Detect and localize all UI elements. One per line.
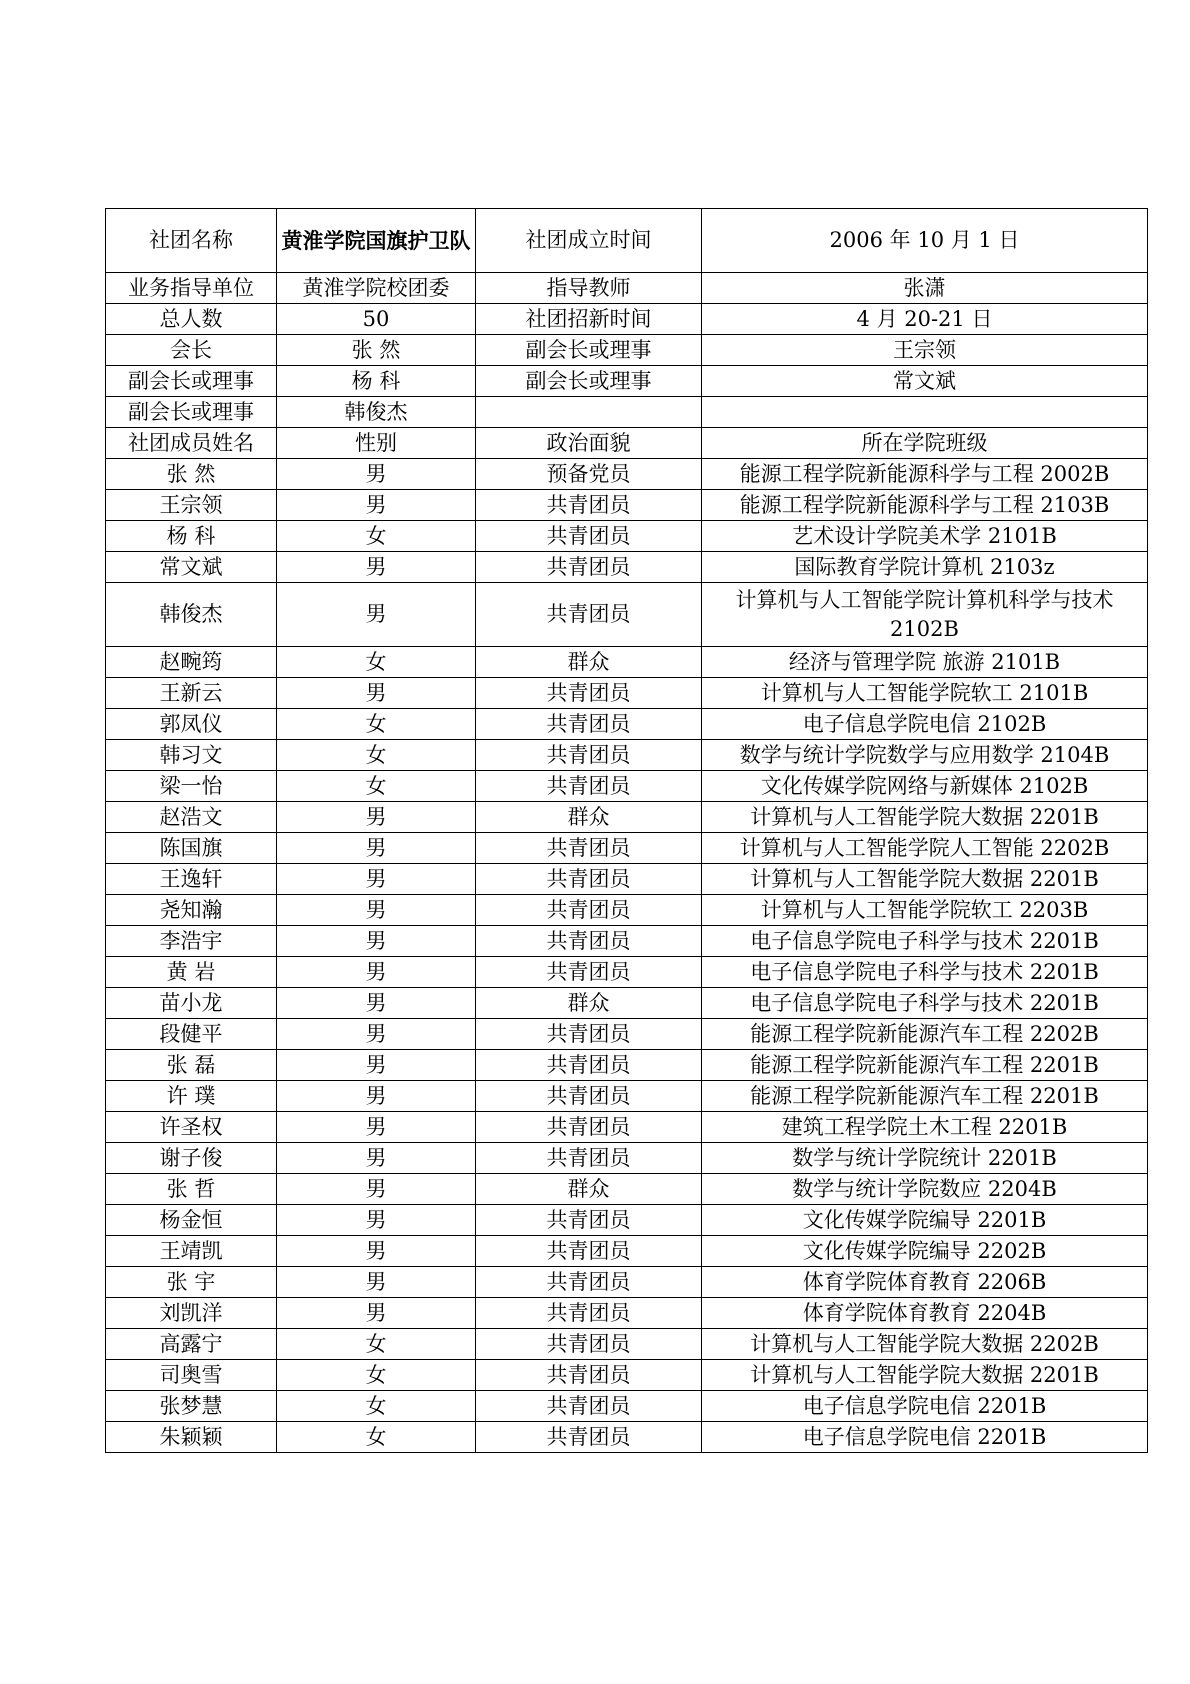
member-college-class: 体育学院体育教育 2204B [702, 1298, 1148, 1329]
member-college-class: 计算机与人工智能学院大数据 2202B [702, 1329, 1148, 1360]
member-political-status: 共青团员 [476, 521, 702, 552]
member-row [106, 459, 1148, 490]
member-name: 赵畹筠 [106, 647, 277, 678]
teacher-value: 张潇 [702, 273, 1148, 304]
empty-cell [476, 397, 702, 428]
member-gender: 男 [277, 1298, 476, 1329]
member-gender: 女 [277, 1360, 476, 1391]
guide-unit-label: 业务指导单位 [106, 273, 277, 304]
member-row [106, 1050, 1148, 1081]
member-political-status: 共青团员 [476, 957, 702, 988]
member-row [106, 833, 1148, 864]
member-political-status: 共青团员 [476, 833, 702, 864]
club-name-label: 社团名称 [106, 209, 277, 273]
member-college-class: 文化传媒学院编导 2201B [702, 1205, 1148, 1236]
member-name: 司奥雪 [106, 1360, 277, 1391]
member-row [106, 1019, 1148, 1050]
member-political-status: 群众 [476, 988, 702, 1019]
member-political-status: 共青团员 [476, 1050, 702, 1081]
member-gender: 男 [277, 1050, 476, 1081]
member-name: 苗小龙 [106, 988, 277, 1019]
member-college-class: 计算机与人工智能学院大数据 2201B [702, 1360, 1148, 1391]
member-college-class: 计算机与人工智能学院人工智能 2202B [702, 833, 1148, 864]
member-gender: 男 [277, 895, 476, 926]
member-row [106, 1391, 1148, 1422]
member-name: 许圣权 [106, 1112, 277, 1143]
member-gender: 男 [277, 1174, 476, 1205]
member-name: 常文斌 [106, 552, 277, 583]
member-row [106, 926, 1148, 957]
header-gender: 性别 [277, 428, 476, 459]
member-college-class: 能源工程学院新能源汽车工程 2201B [702, 1081, 1148, 1112]
member-college-class: 计算机与人工智能学院大数据 2201B [702, 864, 1148, 895]
member-row [106, 552, 1148, 583]
member-row [106, 583, 1148, 647]
member-header-row [106, 428, 1148, 459]
member-name: 朱颖颖 [106, 1422, 277, 1453]
member-row [106, 1143, 1148, 1174]
vp-value: 王宗领 [702, 335, 1148, 366]
member-political-status: 群众 [476, 647, 702, 678]
member-name: 黄 岩 [106, 957, 277, 988]
member-name: 杨金恒 [106, 1205, 277, 1236]
member-college-class: 能源工程学院新能源汽车工程 2202B [702, 1019, 1148, 1050]
member-name: 李浩宇 [106, 926, 277, 957]
member-gender: 男 [277, 1205, 476, 1236]
member-row [106, 864, 1148, 895]
member-college-class: 能源工程学院新能源汽车工程 2201B [702, 1050, 1148, 1081]
member-gender: 男 [277, 552, 476, 583]
member-name: 谢子俊 [106, 1143, 277, 1174]
member-row [106, 1112, 1148, 1143]
vp2-value: 杨 科 [277, 366, 476, 397]
member-name: 王靖凯 [106, 1236, 277, 1267]
member-gender: 女 [277, 740, 476, 771]
founded-label: 社团成立时间 [476, 209, 702, 273]
president-label: 会长 [106, 335, 277, 366]
member-gender: 男 [277, 459, 476, 490]
member-gender: 男 [277, 833, 476, 864]
empty-cell [702, 397, 1148, 428]
member-row [106, 895, 1148, 926]
member-college-class: 计算机与人工智能学院计算机科学与技术 2102B [702, 583, 1148, 647]
member-gender: 女 [277, 1391, 476, 1422]
member-political-status: 共青团员 [476, 1081, 702, 1112]
member-college-class: 能源工程学院新能源科学与工程 2002B [702, 459, 1148, 490]
guide-row [106, 273, 1148, 304]
member-political-status: 预备党员 [476, 459, 702, 490]
member-political-status: 共青团员 [476, 1019, 702, 1050]
member-name: 梁一怡 [106, 771, 277, 802]
member-row [106, 1267, 1148, 1298]
member-political-status: 共青团员 [476, 864, 702, 895]
member-name: 韩习文 [106, 740, 277, 771]
member-name: 许 璞 [106, 1081, 277, 1112]
member-row [106, 490, 1148, 521]
member-row [106, 1360, 1148, 1391]
member-gender: 女 [277, 521, 476, 552]
member-political-status: 共青团员 [476, 1205, 702, 1236]
vp2-label: 副会长或理事 [106, 366, 277, 397]
member-row [106, 1236, 1148, 1267]
member-gender: 男 [277, 988, 476, 1019]
president-value: 张 然 [277, 335, 476, 366]
table-body [106, 209, 1148, 1453]
member-gender: 男 [277, 1236, 476, 1267]
member-college-class: 能源工程学院新能源科学与工程 2103B [702, 490, 1148, 521]
vp4-value: 韩俊杰 [277, 397, 476, 428]
member-gender: 男 [277, 1267, 476, 1298]
header-college-class: 所在学院班级 [702, 428, 1148, 459]
member-political-status: 共青团员 [476, 1391, 702, 1422]
member-row [106, 957, 1148, 988]
member-name: 王逸轩 [106, 864, 277, 895]
total-label: 总人数 [106, 304, 277, 335]
member-college-class: 数学与统计学院统计 2201B [702, 1143, 1148, 1174]
member-gender: 男 [277, 926, 476, 957]
member-college-class: 计算机与人工智能学院软工 2101B [702, 678, 1148, 709]
member-political-status: 群众 [476, 1174, 702, 1205]
member-name: 张 哲 [106, 1174, 277, 1205]
president-row [106, 335, 1148, 366]
member-college-class: 计算机与人工智能学院大数据 2201B [702, 802, 1148, 833]
member-gender: 女 [277, 771, 476, 802]
member-college-class: 计算机与人工智能学院软工 2203B [702, 895, 1148, 926]
member-college-class: 经济与管理学院 旅游 2101B [702, 647, 1148, 678]
member-college-class: 数学与统计学院数应 2204B [702, 1174, 1148, 1205]
member-gender: 男 [277, 1112, 476, 1143]
member-row [106, 521, 1148, 552]
member-college-class: 电子信息学院电子科学与技术 2201B [702, 957, 1148, 988]
member-college-class: 数学与统计学院数学与应用数学 2104B [702, 740, 1148, 771]
member-college-class: 电子信息学院电信 2102B [702, 709, 1148, 740]
total-value: 50 [277, 304, 476, 335]
member-name: 张 然 [106, 459, 277, 490]
member-gender: 男 [277, 1143, 476, 1174]
member-political-status: 共青团员 [476, 771, 702, 802]
member-political-status: 共青团员 [476, 678, 702, 709]
member-gender: 女 [277, 1329, 476, 1360]
member-gender: 男 [277, 1019, 476, 1050]
member-political-status: 群众 [476, 802, 702, 833]
member-name: 刘凯洋 [106, 1298, 277, 1329]
header-name: 社团成员姓名 [106, 428, 277, 459]
header-political-status: 政治面貌 [476, 428, 702, 459]
club-name-value: 黄淮学院国旗护卫队 [277, 209, 476, 273]
member-row [106, 678, 1148, 709]
member-political-status: 共青团员 [476, 583, 702, 647]
member-political-status: 共青团员 [476, 895, 702, 926]
member-name: 杨 科 [106, 521, 277, 552]
member-political-status: 共青团员 [476, 1112, 702, 1143]
member-political-status: 共青团员 [476, 490, 702, 521]
guide-unit-value: 黄淮学院校团委 [277, 273, 476, 304]
member-row [106, 1205, 1148, 1236]
recruit-value: 4 月 20-21 日 [702, 304, 1148, 335]
vp3-label: 副会长或理事 [476, 366, 702, 397]
vp4-label: 副会长或理事 [106, 397, 277, 428]
member-name: 赵浩文 [106, 802, 277, 833]
member-political-status: 共青团员 [476, 1143, 702, 1174]
vp3-value: 常文斌 [702, 366, 1148, 397]
member-row [106, 1174, 1148, 1205]
member-name: 张 磊 [106, 1050, 277, 1081]
member-row [106, 988, 1148, 1019]
member-name: 韩俊杰 [106, 583, 277, 647]
member-gender: 女 [277, 709, 476, 740]
member-row [106, 740, 1148, 771]
member-name: 郭凤仪 [106, 709, 277, 740]
member-gender: 男 [277, 490, 476, 521]
member-political-status: 共青团员 [476, 1267, 702, 1298]
member-political-status: 共青团员 [476, 1329, 702, 1360]
member-political-status: 共青团员 [476, 1422, 702, 1453]
member-college-class: 文化传媒学院网络与新媒体 2102B [702, 771, 1148, 802]
member-name: 段健平 [106, 1019, 277, 1050]
member-college-class: 体育学院体育教育 2206B [702, 1267, 1148, 1298]
member-political-status: 共青团员 [476, 926, 702, 957]
member-college-class: 国际教育学院计算机 2103z [702, 552, 1148, 583]
vp-row-2 [106, 366, 1148, 397]
member-row [106, 1329, 1148, 1360]
member-college-class: 电子信息学院电信 2201B [702, 1391, 1148, 1422]
member-college-class: 建筑工程学院土木工程 2201B [702, 1112, 1148, 1143]
member-college-class: 文化传媒学院编导 2202B [702, 1236, 1148, 1267]
member-political-status: 共青团员 [476, 709, 702, 740]
member-row [106, 802, 1148, 833]
member-row [106, 771, 1148, 802]
member-name: 高露宁 [106, 1329, 277, 1360]
member-row [106, 1298, 1148, 1329]
member-name: 张 宇 [106, 1267, 277, 1298]
member-name: 王宗领 [106, 490, 277, 521]
member-row [106, 1081, 1148, 1112]
member-row [106, 1422, 1148, 1453]
member-college-class: 艺术设计学院美术学 2101B [702, 521, 1148, 552]
member-gender: 男 [277, 678, 476, 709]
member-college-class: 电子信息学院电信 2201B [702, 1422, 1148, 1453]
member-gender: 男 [277, 1081, 476, 1112]
member-political-status: 共青团员 [476, 1360, 702, 1391]
vp-row-3 [106, 397, 1148, 428]
recruit-label: 社团招新时间 [476, 304, 702, 335]
member-political-status: 共青团员 [476, 1298, 702, 1329]
member-name: 张梦慧 [106, 1391, 277, 1422]
member-name: 陈国旗 [106, 833, 277, 864]
member-row [106, 709, 1148, 740]
teacher-label: 指导教师 [476, 273, 702, 304]
member-college-class: 电子信息学院电子科学与技术 2201B [702, 926, 1148, 957]
total-row [106, 304, 1148, 335]
member-row [106, 647, 1148, 678]
member-name: 尧知瀚 [106, 895, 277, 926]
member-gender: 女 [277, 647, 476, 678]
member-political-status: 共青团员 [476, 1236, 702, 1267]
member-gender: 女 [277, 1422, 476, 1453]
founded-value: 2006 年 10 月 1 日 [702, 209, 1148, 273]
vp-label: 副会长或理事 [476, 335, 702, 366]
member-gender: 男 [277, 864, 476, 895]
member-name: 王新云 [106, 678, 277, 709]
member-gender: 男 [277, 802, 476, 833]
member-college-class: 电子信息学院电子科学与技术 2201B [702, 988, 1148, 1019]
club-name-row [106, 209, 1148, 273]
member-gender: 男 [277, 957, 476, 988]
member-gender: 男 [277, 583, 476, 647]
member-political-status: 共青团员 [476, 552, 702, 583]
member-political-status: 共青团员 [476, 740, 702, 771]
club-info-table [105, 208, 1148, 1453]
